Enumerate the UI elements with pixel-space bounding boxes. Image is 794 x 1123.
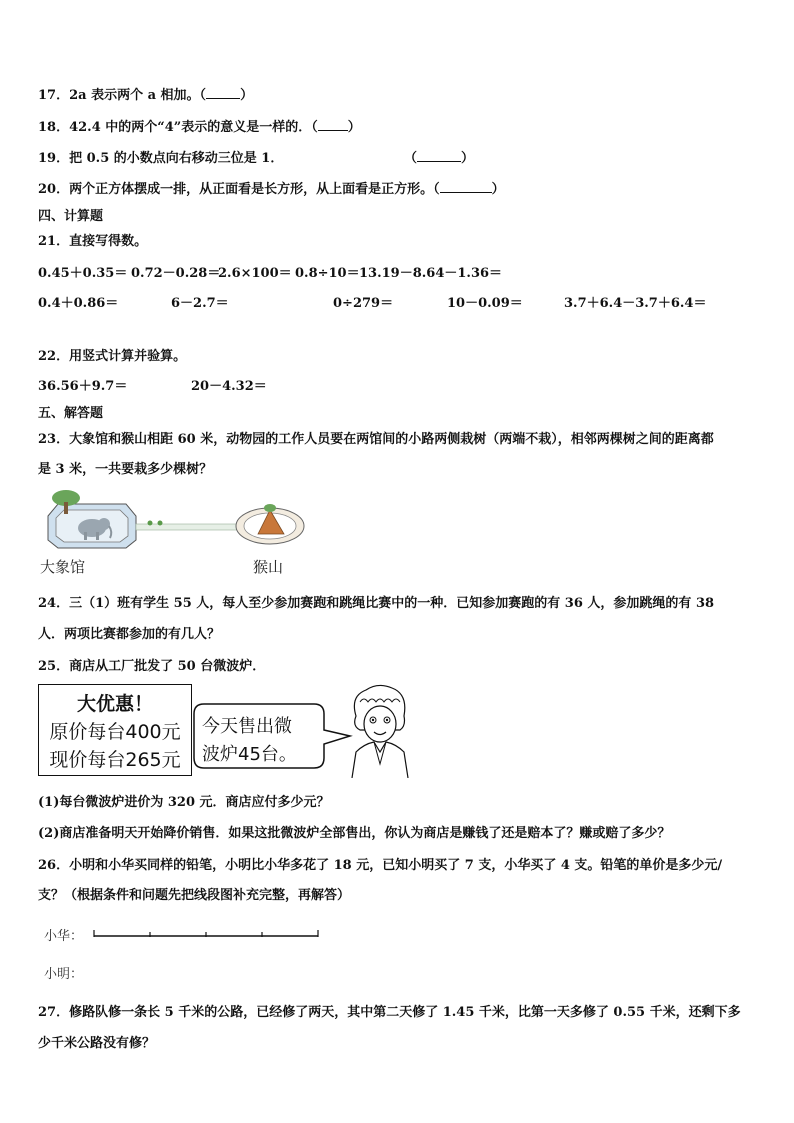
zoo-map-illustration: [38, 488, 308, 554]
calc-item: 13.19－8.64－1.36＝: [359, 266, 503, 281]
calc-item: 3.7＋6.4－3.7＋6.4＝: [564, 296, 707, 311]
question-25-part-1: (1)每台微波炉进价为 320 元．商店应付多少元？: [38, 795, 330, 810]
calc-item: 0.4＋0.86＝: [38, 296, 119, 311]
monkey-hill-icon: [236, 504, 304, 544]
calc-item: 2.6×100＝: [218, 266, 292, 281]
segment-diagram-xiaohua: [90, 926, 322, 942]
question-23-line-2: 是 3 米，一共要栽多少棵树？: [38, 462, 213, 477]
calc-item: 36.56＋9.7＝: [38, 379, 128, 394]
calc-item: 0.8÷10＝: [295, 266, 360, 281]
question-27-line-1: 27．修路队修一条长 5 千米的公路，已经修了两天，其中第二天修了 1.45 千米，比第一天多修了 0.55 千米，还剩下多: [38, 1005, 741, 1020]
speech-line-2: 波炉45台。: [202, 744, 297, 765]
question-25-part-2: (2)商店准备明天开始降价销售．如果这批微波炉全部售出，你认为商店是赚钱了还是赔本了？赚或赔了多少？: [38, 826, 671, 841]
question-18-text: 18．42.4 中的两个“4”表示的意义是一样的．（: [38, 120, 318, 135]
question-19-answer: [404, 147, 474, 166]
speech-line-1: 今天售出微: [202, 716, 292, 737]
answer-blank-19[interactable]: [417, 149, 461, 162]
calc-item: 0.72－0.28＝: [131, 266, 221, 281]
salesperson-icon: [344, 682, 416, 778]
question-19-end: ）: [461, 151, 475, 166]
question-21: 21．直接写得数。: [38, 234, 148, 249]
elephant-house-icon: [48, 490, 136, 548]
question-18-end: ）: [347, 120, 361, 135]
calc-item: 6－2.7＝: [171, 296, 229, 311]
segment-label-xiaohua: 小华：: [44, 929, 84, 944]
question-20: [38, 178, 505, 197]
question-24-line-2: 人．两项比赛都参加的有几人？: [38, 627, 221, 642]
answer-blank-17[interactable]: [206, 86, 240, 99]
question-27-line-2: 少千米公路没有修？: [38, 1036, 156, 1051]
elephant-house-label: 大象馆: [40, 558, 86, 576]
question-22: 22．用竖式计算并验算。: [38, 349, 187, 364]
section-word-problems-heading: 五、解答题: [38, 406, 104, 421]
calc-item: 0.45＋0.35＝: [38, 266, 128, 281]
question-25: 25．商店从工厂批发了 50 台微波炉．: [38, 659, 266, 674]
question-24-line-1: 24．三（1）班有学生 55 人，每人至少参加赛跑和跳绳比赛中的一种．已知参加赛跑的有 36 人，参加跳绳的有 38: [38, 596, 715, 611]
discount-sign: [38, 684, 192, 776]
answer-blank-20[interactable]: [440, 180, 492, 193]
question-17-text: 17．2a 表示两个 a 相加。（: [38, 88, 207, 103]
answer-blank-18[interactable]: [318, 118, 348, 131]
question-18: [38, 116, 361, 135]
question-26-line-2: 支？（根据条件和问题先把线段图补充完整，再解答）: [38, 888, 351, 903]
monkey-hill-label: 猴山: [253, 558, 284, 576]
calc-item: 0÷279＝: [333, 296, 394, 311]
current-price: 现价每台265元: [49, 749, 181, 771]
question-20-end: ）: [491, 182, 505, 197]
section-calculation-heading: 四、计算题: [38, 209, 104, 224]
calc-item: 20－4.32＝: [191, 379, 267, 394]
calc-item: 10－0.09＝: [447, 296, 523, 311]
question-19-paren-open: （: [404, 151, 418, 166]
question-19-text: 19．把 0.5 的小数点向右移动三位是 1．: [38, 151, 284, 166]
question-17: [38, 84, 253, 103]
original-price: 原价每台400元: [49, 721, 181, 743]
question-23-line-1: 23．大象馆和猴山相距 60 米，动物园的工作人员要在两馆间的小路两侧栽树（两端不栽），相邻两棵树之间的距离都: [38, 432, 714, 447]
question-17-end: ）: [240, 88, 254, 103]
question-26-line-1: 26．小明和小华买同样的铅笔，小明比小华多花了 18 元，已知小明买了 7 支，小华买了 4 支。铅笔的单价是多少元/: [38, 858, 723, 873]
question-20-text: 20．两个正方体摆成一排，从正面看是长方形，从上面看是正方形。（: [38, 182, 440, 197]
question-19: [38, 147, 283, 166]
segment-label-xiaoming: 小明：: [44, 967, 84, 982]
discount-title: 大优惠！: [76, 693, 153, 715]
